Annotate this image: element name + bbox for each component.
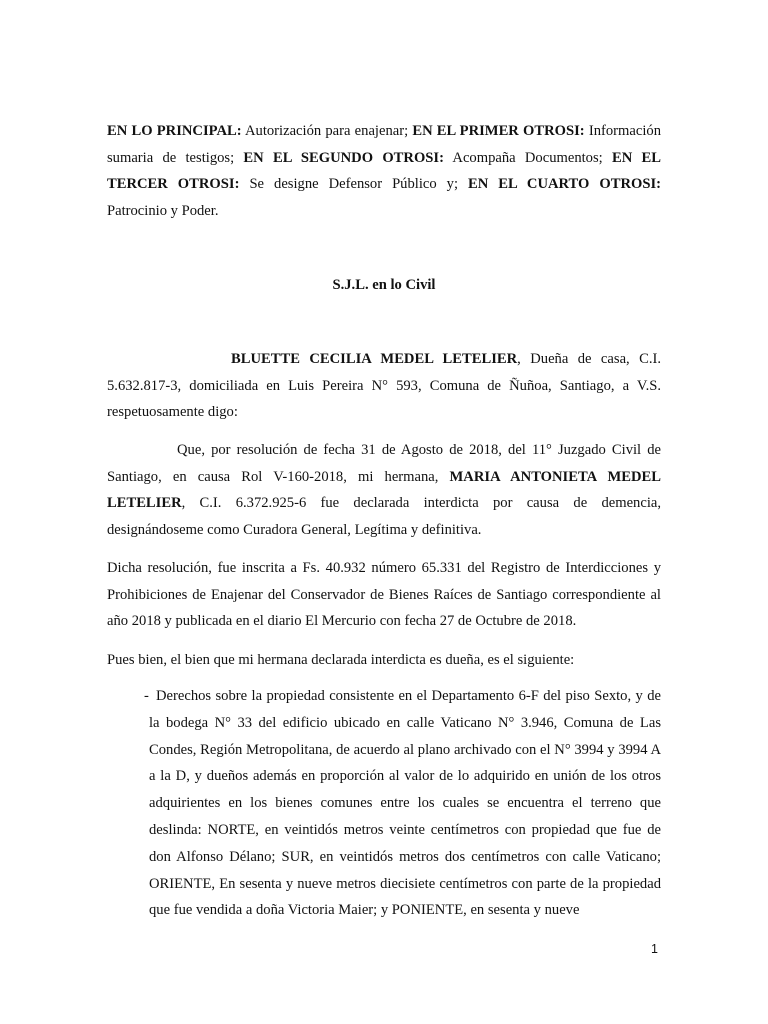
- resolution-text-after: , C.I. 6.372.925-6 fue declarada interdicta por causa de demencia, designándoseme como Curadora General, Legítima y definitiva.: [107, 495, 661, 538]
- petitioner-name: BLUETTE CECILIA MEDEL LETELIER: [231, 351, 518, 367]
- petition-summary: [107, 118, 661, 224]
- registration-paragraph: Dicha resolución, fue inscrita a Fs. 40.932 número 65.331 del Registro de Interdicciones y Prohibiciones de Enajenar del Conservador de Bienes Raíces de Santiago correspondiente al año 2018 y publicada en el diario El Mercurio con fecha 27 de Octubre de 2018.: [107, 560, 661, 629]
- primer-otrosi-label: EN EL PRIMER OTROSI:: [412, 123, 585, 139]
- cuarto-otrosi-text: Patrocinio y Poder.: [107, 202, 219, 219]
- segundo-otrosi-label: EN EL SEGUNDO OTROSI:: [243, 149, 444, 166]
- segundo-otrosi-text: Acompaña Documentos;: [443, 149, 612, 166]
- page-number: 1: [651, 942, 658, 956]
- tercer-otrosi-label: EN EL TERCER OTROSI:: [107, 149, 661, 192]
- principal-text: Autorización para enajenar;: [241, 123, 413, 139]
- tercer-otrosi-text: Se designe Defensor Público y;: [239, 176, 468, 192]
- principal-label: EN LO PRINCIPAL:: [107, 123, 242, 139]
- resolution-paragraph: [107, 437, 661, 543]
- primer-otrosi-text: Información sumaria de testigos;: [107, 123, 661, 166]
- petitioner-details: , Dueña de casa, C.I. 5.632.817-3, domiciliada en Luis Pereira N° 593, Comuna de Ñuñoa, Santiago, a V.S. respetuosamente digo:: [107, 351, 661, 420]
- list-dash-marker: -: [144, 688, 149, 704]
- property-description: Derechos sobre la propiedad consistente en el Departamento 6-F del piso Sexto, y de la bodega N° 33 del edificio ubicado en calle Vaticano N° 3.946, Comuna de Las Condes, Región Metropolitana, de acuerdo al plano archivado con el N° 3994 y 3994 A a la D, y dueños además en proporción al valor de lo adquirido en unión de los otros adquirientes en los bienes comunes entre los cuales se encuentra el terreno que deslinda: NORTE, en veintidós metros veinte centímetros con propiedad que fue de don Alfonso Délano; SUR, en veintidós metros dos centímetros con calle Vaticano; ORIENTE, En sesenta y nueve metros diecisiete centímetros con parte de la propiedad que fue vendida a doña Victoria Maier; y PONIENTE, en sesenta y nueve: [149, 688, 661, 919]
- court-heading: S.J.L. en lo Civil: [332, 277, 436, 293]
- petitioner-paragraph: [107, 346, 661, 426]
- interdicted-name: MARIA ANTONIETA MEDEL LETELIER: [107, 468, 661, 511]
- property-intro-paragraph: Pues bien, el bien que mi hermana declarada interdicta es dueña, es el siguiente:: [107, 652, 575, 668]
- cuarto-otrosi-label: EN EL CUARTO OTROSI:: [468, 176, 661, 192]
- resolution-text-before: Que, por resolución de fecha 31 de Agosto de 2018, del 11° Juzgado Civil de Santiago, en causa Rol V-160-2018, mi hermana,: [107, 442, 661, 485]
